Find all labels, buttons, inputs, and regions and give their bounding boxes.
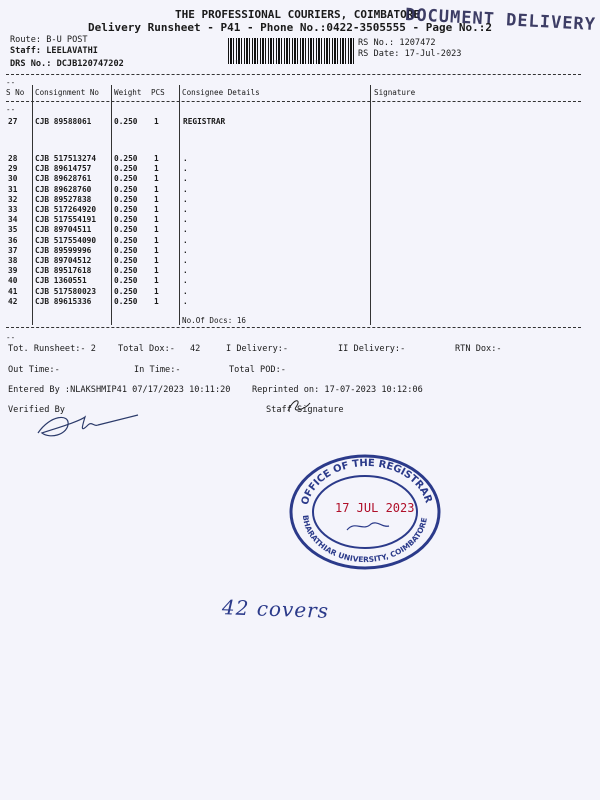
row-sno: 27 [8,117,18,126]
row-consignment: CJB 89628760 [35,184,92,194]
row-details: . [183,174,188,184]
row-consignment: CJB 89628761 [35,174,92,184]
row-details: REGISTRAR [183,117,226,126]
total-pod: Total POD:- [229,365,286,375]
row-sno: 38 [8,256,18,265]
row-pcs: 1 [154,194,159,204]
row-pcs: 1 [154,117,159,126]
row-weight: 0.250 [114,194,138,204]
table-row [0,164,600,174]
row-consignment: CJB 1360551 [35,276,87,286]
row-details: . [183,205,188,214]
row-pcs: 1 [154,245,159,255]
row-weight: 0.250 [114,215,138,225]
rs-date: RS Date: 17-Jul-2023 [358,49,462,59]
col-weight: Weight [114,88,142,97]
table-row [0,297,600,307]
row-consignment: CJB 89527838 [35,194,92,204]
row-details: . [183,286,188,296]
table-row [0,225,600,235]
dash-mark: -- [6,333,16,342]
row-sno: 39 [8,266,18,276]
verified-by: Verified By [8,405,65,415]
table-row [0,287,600,297]
row-weight: 0.250 [114,266,138,276]
row-weight: 0.250 [114,276,138,286]
i-delivery: I Delivery:- [226,344,289,354]
row-details: . [183,235,188,245]
row-sno: 40 [8,276,18,286]
row-pcs: 1 [154,174,159,184]
row-weight: 0.250 [114,225,138,235]
total-dox-value: 42 [190,344,201,354]
row-weight: 0.250 [114,154,138,163]
row-details: . [183,296,188,306]
table-row [0,205,600,215]
row-sno: 41 [8,286,18,296]
row-weight: 0.250 [114,205,138,214]
total-dox-label: Total Dox:- [118,344,175,354]
row-weight: 0.250 [114,256,138,265]
row-details: . [183,266,188,276]
row-sno: 35 [8,225,18,235]
row-weight: 0.250 [114,286,138,296]
staff-signature: Staff Signature [266,405,344,415]
row-details: . [183,215,188,225]
route: Route: B-U POST [10,35,88,45]
row-consignment: CJB 517554090 [35,235,97,245]
row-sno: 29 [8,164,18,174]
row-consignment: CJB 89588061 [35,117,92,126]
row-details: . [183,225,188,235]
row-consignment: CJB 89517618 [35,266,92,276]
row-consignment: CJB 517513274 [35,154,97,163]
row-consignment: CJB 517554191 [35,215,97,225]
col-signature: Signature [374,88,416,97]
table-row [0,174,600,184]
row-consignment: CJB 517580023 [35,286,97,296]
row-pcs: 1 [154,266,159,276]
row-details: . [183,276,188,286]
barcode [228,38,354,64]
document-delivery-overprint: DOCUMENT DELIVERY [404,5,597,35]
table-row [0,195,600,205]
company-name: THE PROFESSIONAL COURIERS, COIMBATORE [175,8,421,21]
table-row [0,215,600,225]
row-pcs: 1 [154,184,159,194]
row-sno: 30 [8,174,18,184]
out-time: Out Time:- [8,365,60,375]
stamp-date: 17 JUL 2023 [335,501,415,515]
divider [6,74,581,75]
stamp-signature [347,523,389,530]
staff: Staff: LEELAVATHI [10,46,98,56]
row-consignment: CJB 89614757 [35,164,92,174]
ii-delivery: II Delivery:- [338,344,406,354]
row-sno: 32 [8,194,18,204]
row-consignment: CJB 89615336 [35,296,92,306]
stamp-bottom-text: BHARATHIAR UNIVERSITY, COIMBATORE [300,514,429,565]
col-pcs: PCS [151,88,165,97]
row-sno: 28 [8,154,18,163]
row-consignment: CJB 89704512 [35,256,92,265]
rs-number: RS No.: 1207472 [358,38,436,48]
dash-mark: -- [6,105,16,114]
table-row [0,236,600,246]
row-consignment: CJB 517264920 [35,205,97,214]
table-row [0,185,600,195]
table-row [0,266,600,276]
registrar-stamp [285,450,445,570]
row-pcs: 1 [154,215,159,225]
row-sno: 42 [8,296,18,306]
row-weight: 0.250 [114,184,138,194]
row-weight: 0.250 [114,174,138,184]
drs-number: DRS No.: DCJB120747202 [10,59,124,69]
runsheet-title: Delivery Runsheet - P41 - Phone No.:0422-3505555 - Page No.:2 [88,21,492,34]
row-weight: 0.250 [114,235,138,245]
table-row [0,117,600,127]
tot-runsheet: Tot. Runsheet:- 2 [8,344,96,354]
table-row [0,256,600,266]
row-pcs: 1 [154,256,159,265]
row-consignment: CJB 89704511 [35,225,92,235]
row-sno: 36 [8,235,18,245]
row-weight: 0.250 [114,296,138,306]
table-row [0,154,600,164]
entered-by: Entered By :NLAKSHMIP41 07/17/2023 10:11:20 [8,385,231,395]
col-consignee: Consignee Details [182,88,260,97]
row-details: . [183,245,188,255]
row-weight: 0.250 [114,245,138,255]
row-sno: 37 [8,245,18,255]
table-row [0,246,600,256]
row-details: . [183,184,188,194]
row-pcs: 1 [154,296,159,306]
row-details: . [183,164,188,174]
table-row [0,276,600,286]
row-sno: 34 [8,215,18,225]
handwritten-note: 42 covers [221,595,330,623]
in-time: In Time:- [134,365,181,375]
reprinted-on: Reprinted on: 17-07-2023 10:12:06 [252,385,423,395]
col-consignment: Consignment No [35,88,100,97]
dash-mark: -- [6,78,16,87]
divider [6,101,581,102]
row-weight: 0.250 [114,164,138,174]
row-details: . [183,154,188,163]
row-sno: 33 [8,205,18,214]
row-pcs: 1 [154,205,159,214]
col-sno: S No [6,88,25,97]
row-pcs: 1 [154,235,159,245]
no-of-docs: No.Of Docs: 16 [182,316,247,325]
row-pcs: 1 [154,225,159,235]
row-pcs: 1 [154,286,159,296]
stamp-top-text: OFFICE OF THE REGISTRAR [299,457,434,507]
row-details: . [183,256,188,265]
rtn-dox: RTN Dox:- [455,344,502,354]
divider [6,327,581,328]
row-pcs: 1 [154,164,159,174]
staff-signature-mark [284,395,314,417]
row-pcs: 1 [154,154,159,163]
row-consignment: CJB 89599996 [35,245,92,255]
row-details: . [183,194,188,204]
row-sno: 31 [8,184,18,194]
row-pcs: 1 [154,276,159,286]
verified-signature [30,405,150,445]
row-weight: 0.250 [114,117,138,126]
